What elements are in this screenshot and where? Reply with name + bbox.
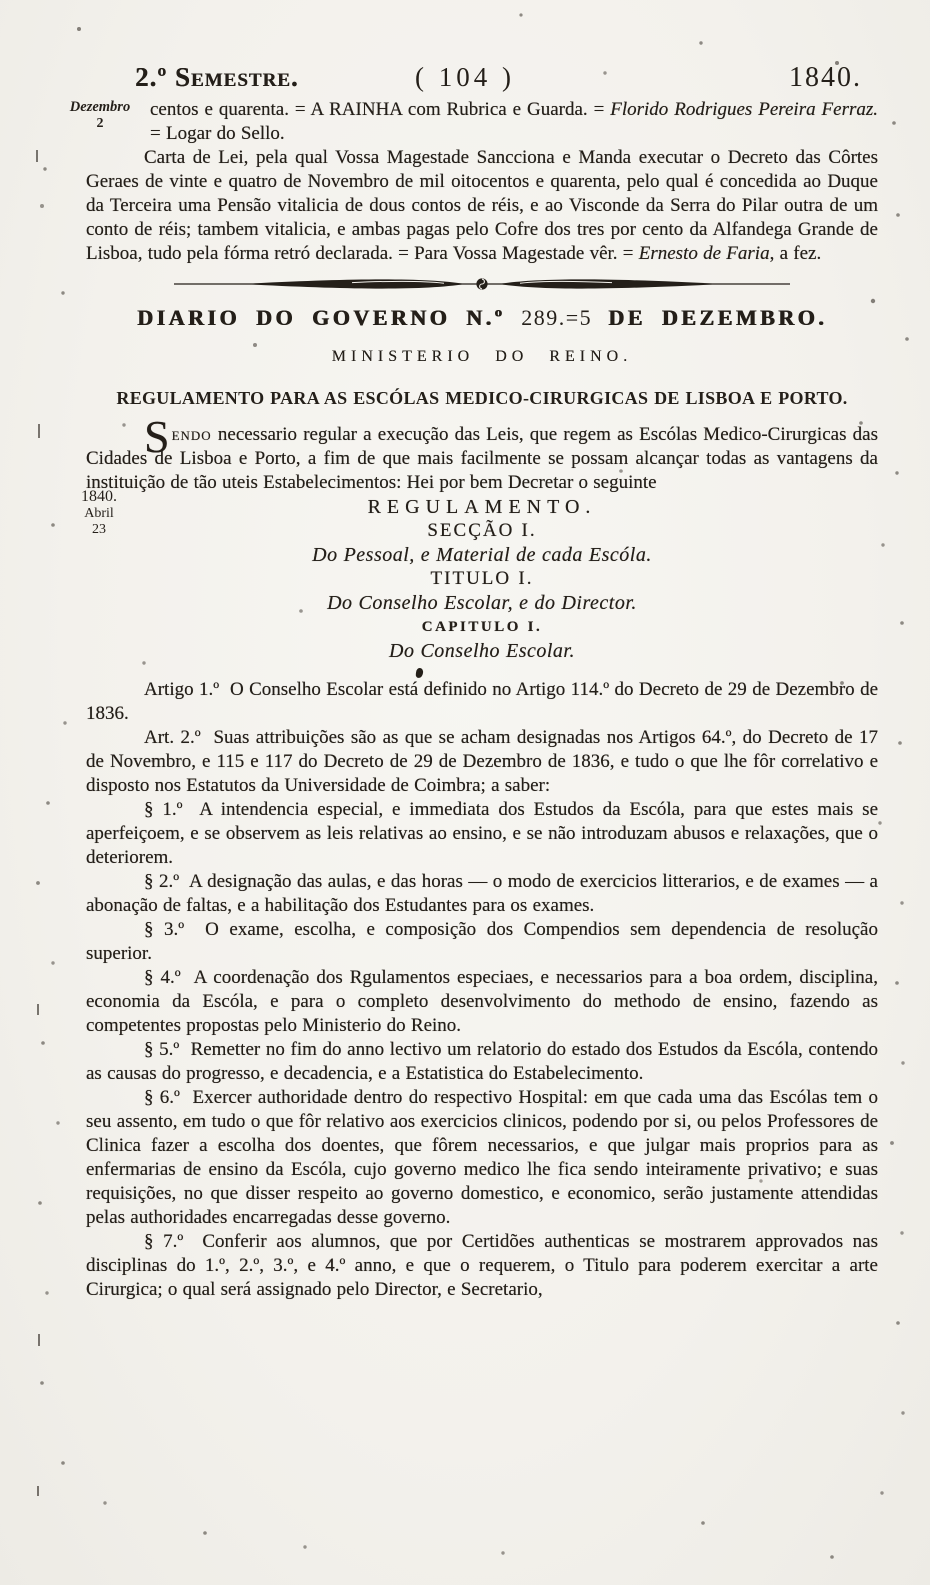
article-paragraph: Art. 2.º Suas attribuições são as que se acham designadas nos Artigos 64.º, do Decreto de 17 de Novembro, e 115 e 117 do Decreto de 29 de Dezembro de 1836, e tudo o que lhe fôr correlativo e disposto nos Estatutos da Universidade de Coimbra; a saber: [86, 727, 878, 796]
regulation-title: REGULAMENTO PARA AS ESCÓLAS MEDICO-CIRURGICAS DE LISBOA E PORTO. [116, 388, 848, 408]
article-paragraph: § 1.º A intendencia especial, e immediata dos Estudos da Escóla, para que estes mais se aperfeiçoem, e se observem as leis relativas ao ensino, e se não introduzam abusos e relaxações, que o deteriorem. [86, 799, 878, 868]
heading-capitulo: CAPITULO I. [421, 619, 543, 635]
margin-note-day: 2 [96, 115, 104, 131]
heading-regulamento: REGULAMENTO. [367, 496, 597, 518]
carta-de-lei-paragraph [86, 146, 878, 266]
ministry-heading: MINISTERIO DO REINO. [331, 348, 633, 365]
heading-titulo: TITULO I. [430, 568, 534, 589]
scan-edge-mark [37, 1004, 39, 1015]
drop-cap: S [144, 411, 172, 462]
article-paragraph: Artigo 1.º O Conselho Escolar está definido no Artigo 114.º do Decreto de 29 de Dezembro de 1836. [86, 679, 878, 724]
article-paragraph: § 3.º O exame, escolha, e composição dos Compendios sem dependencia de resolução superior. [86, 919, 878, 964]
masthead-title-left: DIARIO DO GOVERNO N.º [136, 305, 506, 330]
continuation-paragraph [150, 98, 878, 146]
article-paragraph: § 4.º A coordenação dos Rgulamentos especiaes, e necessarios para a boa ordem, disciplina, economia da Escóla, e para o completo desenvolvimento do methodo de ensino, fazendo as competentes propostas pelo Ministerio do Reino. [86, 967, 878, 1036]
main-text-column [86, 98, 878, 1302]
signature-name: Ernesto de Faria [638, 243, 770, 264]
heading-seccao: SECÇÃO I. [427, 520, 537, 541]
section-divider-ornament [172, 275, 792, 293]
article-paragraph: § 5.º Remetter no fim do anno lectivo um relatorio do estado dos Estudos da Escóla, contendo as causas do progresso, e decadencia, e a Estatistica do Estabelecimento. [86, 1039, 878, 1084]
signature-name: Florido Rodrigues Pereira Ferraz. [610, 99, 878, 120]
masthead-day-number: 5 [579, 305, 593, 330]
header-semester: 2.º Semestre. [135, 62, 299, 92]
heading-capitulo-subtitle: Do Conselho Escolar. [389, 640, 575, 662]
article-paragraph: § 2.º A designação das aulas, e das horas — o modo de exercicios litterarios, e de exames — a abonação de faltas, e a habilitação dos Estudantes para os exames. [86, 871, 878, 916]
preamble-text: necessario regular a execução das Leis, que regem as Escólas Medico-Cirurgicas das Cidades de Lisboa e Porto, a fim de que mais facilmente se possam alcançar todas as vantagens da instituição de tão uteis Estabelecimentos: Hei por bem Decretar o seguinte [86, 424, 878, 493]
ink-blot-artifact [415, 668, 423, 679]
article-paragraph: § 7.º Conferir aos alumnos, que por Certidões authenticas se mostrarem approvados nas disciplinas do 1.º, 2.º, 3.º, e 4.º anno, e que o requerem, o Titulo para poderem exercitar a arte Cirurgica; o qual será assignado pelo Director, e Secretario, [86, 1231, 878, 1300]
preamble-paragraph [86, 411, 878, 495]
heading-titulo-subtitle: Do Conselho Escolar, e do Director. [327, 592, 637, 614]
decree-month: Abril [84, 506, 114, 522]
preamble-smallcaps: endo [171, 424, 212, 445]
scan-edge-mark [38, 424, 40, 438]
carta-text: Carta de Lei, pela qual Vossa Magestade Sancciona e Manda executar o Decreto das Côrtes Geraes de vinte e quatro de Novembro de mil oitocentos e quarenta, pelo qual é concedida ao Duque da Terceira uma Pensão vitalicia de dous contos de réis, e ao Visconde da Serra do Pilar outra de um conto de réis; tambem vitalicia, e ambas pagas pelo Cofre dos tres por cento da Alfandega Grande de Lisboa, tudo pela fórma retró declarada. = Para Vossa Magestade vêr. = [86, 147, 878, 264]
continuation-text-end: = Logar do Sello. [150, 123, 285, 144]
scan-noise-speckles [0, 0, 2, 2]
masthead-equals-sign: = [565, 305, 580, 330]
header-page-number: ( 104 ) [415, 62, 515, 92]
masthead-issue-number: 289. [521, 305, 566, 330]
gazette-masthead [86, 306, 878, 330]
scan-edge-mark [38, 1334, 40, 1346]
running-header [0, 62, 930, 98]
continuation-text: centos e quarenta. = A RAINHA com Rubrica e Guarda. = [150, 99, 611, 120]
scan-edge-mark [36, 150, 38, 162]
scan-edge-mark [37, 1486, 39, 1496]
margin-note-month: Dezembro [69, 99, 131, 115]
article-paragraph: § 6.º Exercer authoridade dentro do respectivo Hospital: em que cada uma das Escólas tem o seu assento, em tudo o que fôr relativo aos exercicios clinicos, podendo por si, ou pelos Professores de Clinica fazer a escolha dos doentes, que fôrem necessarios, e que julgar mais proprios para as enfermarias de ensino da Escóla, cujo governo medico lhe fica sendo inteiramente privativo; e suas requisições, no que disser respeito ao governo domestico, e economico, serão justamente attendidas pelas authoridades encarregadas desse governo. [86, 1087, 878, 1228]
divider-flourish-graphic [172, 275, 792, 293]
masthead-title-right: DE DEZEMBRO. [608, 305, 828, 330]
heading-seccao-subtitle: Do Pessoal, e Material de cada Escóla. [312, 544, 652, 566]
decree-day: 23 [92, 522, 106, 538]
decree-year: 1840. [81, 488, 117, 505]
carta-text-end: , a fez. [769, 243, 822, 264]
header-year: 1840. [789, 62, 862, 93]
